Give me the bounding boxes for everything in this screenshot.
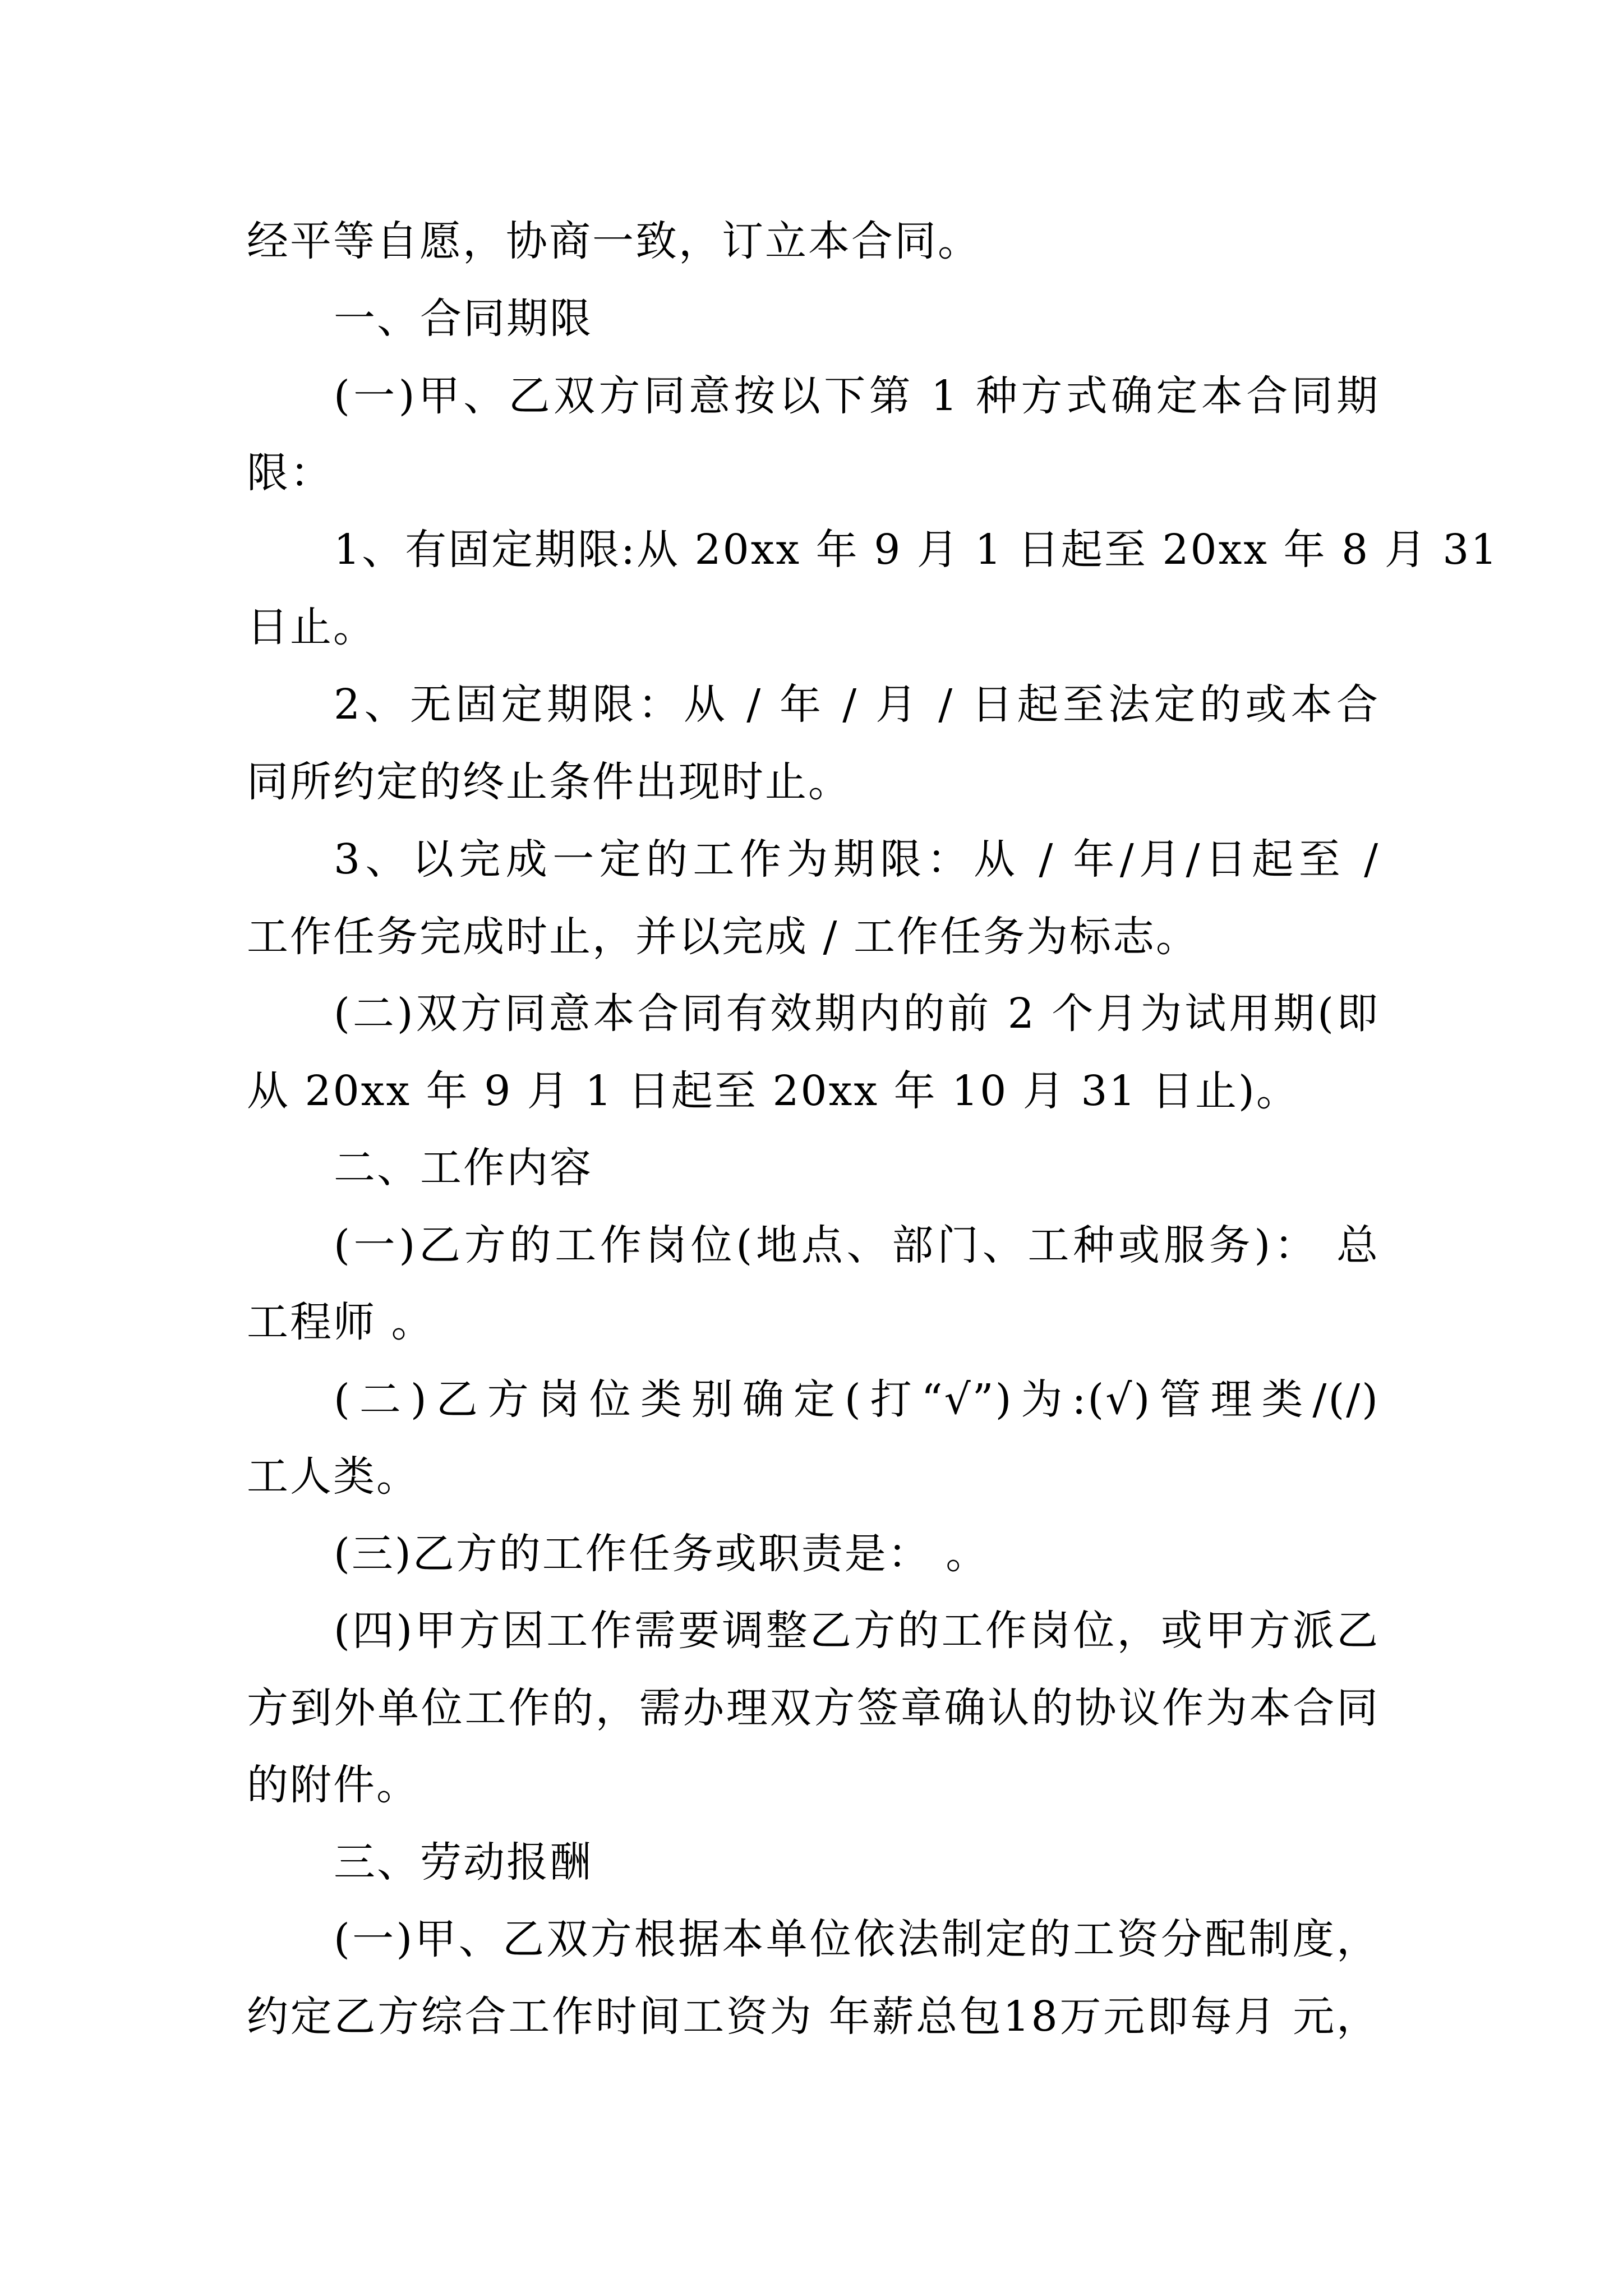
text-line: 约定乙方综合工作时间工资为 年薪总包18万元即每月 元，	[247, 1993, 1380, 2041]
text-line: 日止。	[247, 603, 376, 651]
text-line: (一)甲、乙双方同意按以下第 1 种方式确定本合同期	[334, 372, 1380, 420]
text-line: 工程师 。	[247, 1298, 435, 1346]
text-line: 方到外单位工作的，需办理双方签章确认的协议作为本合同	[247, 1684, 1380, 1732]
text-line: (四)甲方因工作需要调整乙方的工作岗位，或甲方派乙	[334, 1607, 1380, 1655]
text-line: 2、无固定期限：从 / 年 / 月 / 日起至法定的或本合	[334, 680, 1380, 729]
section-heading: 一、合同期限	[334, 295, 593, 343]
section-heading: 二、工作内容	[334, 1144, 593, 1192]
text-line: 的附件。	[247, 1761, 419, 1809]
text-line: 工作任务完成时止，并以完成 / 工作任务为标志。	[247, 913, 1199, 961]
text-line: 同所约定的终止条件出现时止。	[247, 758, 851, 806]
text-line: (二)双方同意本合同有效期内的前 2 个月为试用期(即	[334, 990, 1380, 1038]
section-heading: 三、劳动报酬	[334, 1838, 593, 1887]
text-line: 1、有固定期限:从 20xx 年 9 月 1 日起至 20xx 年 8 月 31	[334, 526, 1499, 574]
text-line: 从 20xx 年 9 月 1 日起至 20xx 年 10 月 31 日止)。	[247, 1067, 1299, 1115]
text-line: (三)乙方的工作任务或职责是： 。	[334, 1530, 989, 1578]
text-line: 3、以完成一定的工作为期限：从 / 年/月/日起至 /	[334, 835, 1380, 884]
text-line: 经平等自愿，协商一致，订立本合同。	[247, 217, 981, 265]
text-line: (二)乙方岗位类别确定(打“√”)为:(√)管理类/(/)	[334, 1375, 1380, 1424]
text-line: (一)甲、乙双方根据本单位依法制定的工资分配制度，	[334, 1915, 1380, 1963]
text-line: 工人类。	[247, 1452, 419, 1501]
text-line: (一)乙方的工作岗位(地点、部门、工种或服务)： 总	[334, 1221, 1380, 1269]
text-line: 限：	[247, 449, 333, 497]
